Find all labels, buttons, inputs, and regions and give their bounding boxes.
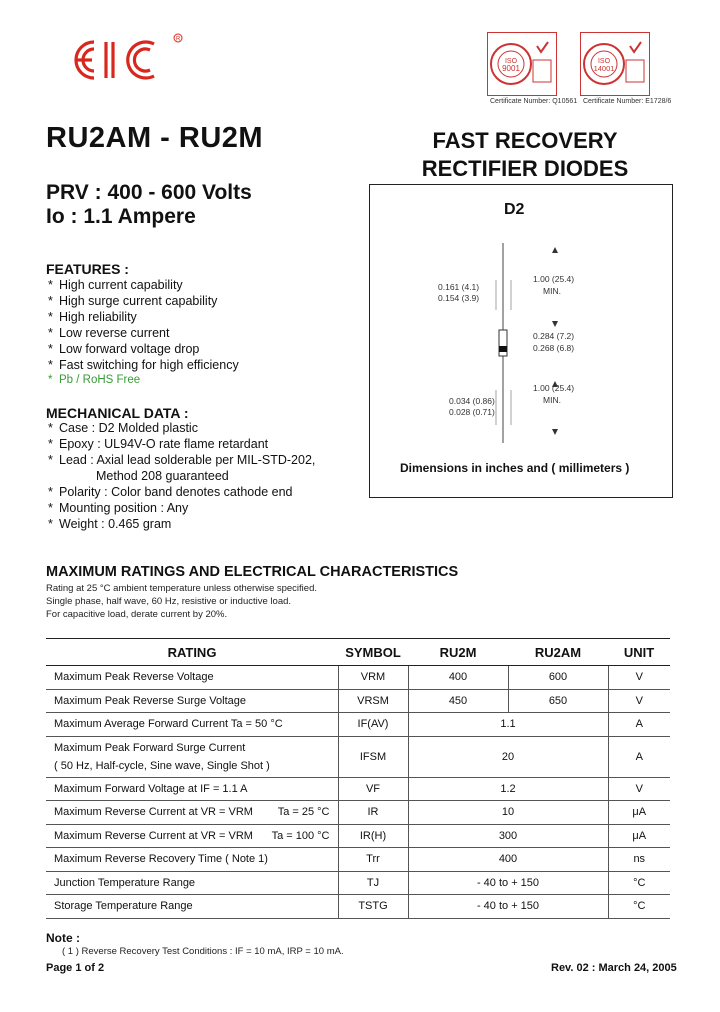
row-symbol: IR <box>338 801 408 825</box>
features-title: FEATURES : <box>46 261 129 277</box>
row-symbol: Trr <box>338 848 408 872</box>
dim-lead-length-top: 1.00 (25.4) <box>533 274 575 284</box>
ratings-note-2: Single phase, half wave, 60 Hz, resistive or inductive load. <box>46 596 292 607</box>
ratings-table <box>46 638 670 919</box>
row-unit: ns <box>608 848 670 872</box>
svg-text:ISO: ISO <box>504 58 518 65</box>
package-diagram <box>369 184 673 498</box>
row-symbol: VRM <box>338 666 408 690</box>
row-symbol: TSTG <box>338 895 408 919</box>
mechanical-title: MECHANICAL DATA : <box>46 405 189 421</box>
feature-item: * High current capability <box>48 278 183 292</box>
mech-item: * Epoxy : UL94V-O rate flame retardant <box>48 437 269 451</box>
row-rating: Maximum Average Forward Current Ta = 50 °C <box>46 713 338 737</box>
header-unit: UNIT <box>608 639 670 666</box>
table-row <box>46 895 670 919</box>
header-rating: RATING <box>46 639 338 666</box>
header-symbol: SYMBOL <box>338 639 408 666</box>
table-row <box>46 801 670 825</box>
product-title-line1: FAST RECOVERY <box>432 128 618 153</box>
row-symbol: TJ <box>338 871 408 895</box>
ratings-note-3: For capacitive load, derate current by 20%. <box>46 609 228 620</box>
row-value: 10 <box>408 801 608 825</box>
row-rating: Maximum Peak Reverse Surge Voltage <box>46 689 338 713</box>
dim-min-bot: MIN. <box>543 395 561 405</box>
row-value-ru2am: 650 <box>508 689 608 713</box>
row-unit: °C <box>608 895 670 919</box>
table-row <box>46 666 670 690</box>
feature-item: * Low reverse current <box>48 326 170 340</box>
svg-text:ISO: ISO <box>597 58 611 65</box>
svg-text:9001: 9001 <box>502 64 520 73</box>
mech-item: * Mounting position : Any <box>48 501 189 515</box>
product-title-line2: RECTIFIER DIODES <box>421 156 629 181</box>
iso9001-badge-icon <box>487 32 557 96</box>
row-rating: Storage Temperature Range <box>46 895 338 919</box>
dim-lead-diameter-b: 0.154 (3.9) <box>438 293 480 303</box>
header-ru2m: RU2M <box>408 639 508 666</box>
note-title: Note : <box>46 931 80 945</box>
row-value: - 40 to + 150 <box>408 895 608 919</box>
dim-min-top: MIN. <box>543 286 561 296</box>
package-name: D2 <box>504 201 525 218</box>
row-unit: V <box>608 666 670 690</box>
row-value: 20 <box>408 736 608 777</box>
table-row <box>46 689 670 713</box>
row-value: 1.2 <box>408 777 608 801</box>
dim-body-length-a: 0.284 (7.2) <box>533 331 575 341</box>
eic-logo <box>66 30 186 90</box>
dimension-caption: Dimensions in inches and ( millimeters ) <box>400 461 630 475</box>
row-symbol: IF(AV) <box>338 713 408 737</box>
row-rating: Maximum Reverse Current at VR = VRM Ta = 100 °C <box>46 824 338 848</box>
row-value-ru2m: 400 <box>408 666 508 690</box>
iso14001-badge-icon <box>580 32 650 96</box>
row-value: 400 <box>408 848 608 872</box>
row-symbol: IFSM <box>338 736 408 777</box>
row-rating: Maximum Peak Forward Surge Current ( 50 Hz, Half-cycle, Sine wave, Single Shot ) <box>46 736 338 777</box>
row-rating: Maximum Reverse Recovery Time ( Note 1) <box>46 848 338 872</box>
dim-lead-length-bot: 1.00 (25.4) <box>533 383 575 393</box>
note-text: ( 1 ) Reverse Recovery Test Conditions : IF = 10 mA, IRP = 10 mA. <box>62 946 344 957</box>
row-symbol: VF <box>338 777 408 801</box>
page-number: Page 1 of 2 <box>46 962 105 974</box>
row-value-ru2m: 450 <box>408 689 508 713</box>
prv-rating: PRV : 400 - 600 Volts <box>46 181 252 204</box>
row-symbol: VRSM <box>338 689 408 713</box>
feature-item: * Fast switching for high efficiency <box>48 358 239 372</box>
row-rating: Junction Temperature Range <box>46 871 338 895</box>
cert-number-right: Certificate Number: E1728/6 <box>583 98 672 105</box>
io-rating: Io : 1.1 Ampere <box>46 205 196 228</box>
row-unit: °C <box>608 871 670 895</box>
table-row <box>46 777 670 801</box>
feature-item: * High surge current capability <box>48 294 218 308</box>
diode-drawing <box>370 185 672 497</box>
row-value: - 40 to + 150 <box>408 871 608 895</box>
cert-number-left: Certificate Number: Q10561 <box>490 98 578 105</box>
mech-item: * Weight : 0.465 gram <box>48 517 172 531</box>
mech-item: * Polarity : Color band denotes cathode end <box>48 485 293 499</box>
row-unit: A <box>608 713 670 737</box>
row-value-ru2am: 600 <box>508 666 608 690</box>
table-row <box>46 736 670 777</box>
ratings-title: MAXIMUM RATINGS AND ELECTRICAL CHARACTERISTICS <box>46 564 459 580</box>
table-row <box>46 824 670 848</box>
feature-item: * Low forward voltage drop <box>48 342 200 356</box>
row-unit: V <box>608 777 670 801</box>
row-value: 300 <box>408 824 608 848</box>
mech-item: * Case : D2 Molded plastic <box>48 421 198 435</box>
feature-item-rohs: * Pb / RoHS Free <box>48 374 141 386</box>
row-value: 1.1 <box>408 713 608 737</box>
row-rating: Maximum Reverse Current at VR = VRM Ta = 25 °C <box>46 801 338 825</box>
revision-date: Rev. 02 : March 24, 2005 <box>551 962 677 974</box>
dim-body-length-b: 0.268 (6.8) <box>533 343 575 353</box>
ratings-note-1: Rating at 25 °C ambient temperature unless otherwise specified. <box>46 583 317 594</box>
table-header <box>46 639 670 666</box>
svg-text:14001: 14001 <box>593 64 615 73</box>
row-unit: μA <box>608 801 670 825</box>
table-row <box>46 713 670 737</box>
dim-lead-diameter-a: 0.161 (4.1) <box>438 282 480 292</box>
mech-item: * Lead : Axial lead solderable per MIL-STD-202, <box>48 453 316 467</box>
header-ru2am: RU2AM <box>508 639 608 666</box>
table-row <box>46 871 670 895</box>
part-title: RU2AM - RU2M <box>46 122 264 154</box>
row-rating: Maximum Peak Reverse Voltage <box>46 666 338 690</box>
row-unit: V <box>608 689 670 713</box>
feature-item: * High reliability <box>48 310 137 324</box>
row-symbol: IR(H) <box>338 824 408 848</box>
dim-body-diameter-b: 0.028 (0.71) <box>449 407 495 417</box>
svg-text:R: R <box>176 36 181 43</box>
table-row <box>46 848 670 872</box>
row-unit: μA <box>608 824 670 848</box>
row-unit: A <box>608 736 670 777</box>
dim-body-diameter-a: 0.034 (0.86) <box>449 396 495 406</box>
row-rating: Maximum Forward Voltage at IF = 1.1 A <box>46 777 338 801</box>
mech-item-cont: Method 208 guaranteed <box>96 469 229 483</box>
